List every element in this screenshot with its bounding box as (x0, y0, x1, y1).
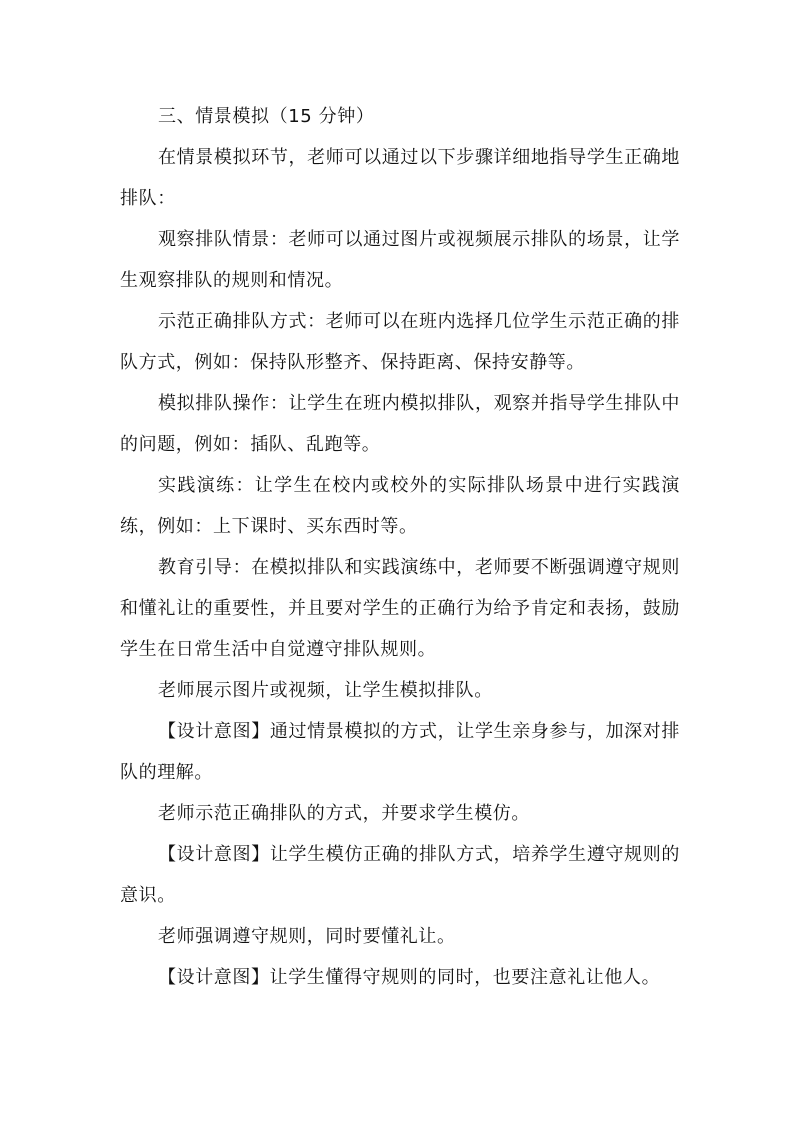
paragraph-observe: 观察排队情景：老师可以通过图片或视频展示排队的场景，让学生观察排队的规则和情况。 (120, 229, 680, 291)
paragraph-guidance: 教育引导：在模拟排队和实践演练中，老师要不断强调遵守规则和懂礼让的重要性，并且要对学生的正确行为给予肯定和表扬，鼓励学生在日常生活中自觉遵守排队规则。 (120, 557, 680, 660)
section-heading: 三、情景模拟（15 分钟） (158, 106, 375, 127)
paragraph-simulate: 模拟排队操作：让学生在班内模拟排队，观察并指导学生排队中的问题，例如：插队、乱跑等。 (120, 393, 680, 455)
paragraph-demonstrate: 示范正确排队方式：老师可以在班内选择几位学生示范正确的排队方式，例如：保持队形整齐、保持距离、保持安静等。 (120, 311, 680, 373)
paragraph-teacher-show: 老师展示图片或视频，让学生模拟排队。 (158, 680, 493, 701)
document-body (120, 96, 680, 998)
paragraph-intent-1: 【设计意图】通过情景模拟的方式，让学生亲身参与，加深对排队的理解。 (120, 721, 680, 783)
paragraph-practice: 实践演练：让学生在校内或校外的实际排队场景中进行实践演练，例如：上下课时、买东西时等。 (120, 475, 680, 537)
paragraph-intent-2: 【设计意图】让学生模仿正确的排队方式，培养学生遵守规则的意识。 (120, 844, 680, 906)
paragraph-intent-3: 【设计意图】让学生懂得守规则的同时，也要注意礼让他人。 (158, 967, 661, 988)
paragraph-teacher-demo: 老师示范正确排队的方式，并要求学生模仿。 (158, 803, 530, 824)
paragraph-teacher-emphasis: 老师强调遵守规则，同时要懂礼让。 (158, 926, 456, 947)
paragraph-intro: 在情景模拟环节，老师可以通过以下步骤详细地指导学生正确地排队： (120, 147, 680, 209)
